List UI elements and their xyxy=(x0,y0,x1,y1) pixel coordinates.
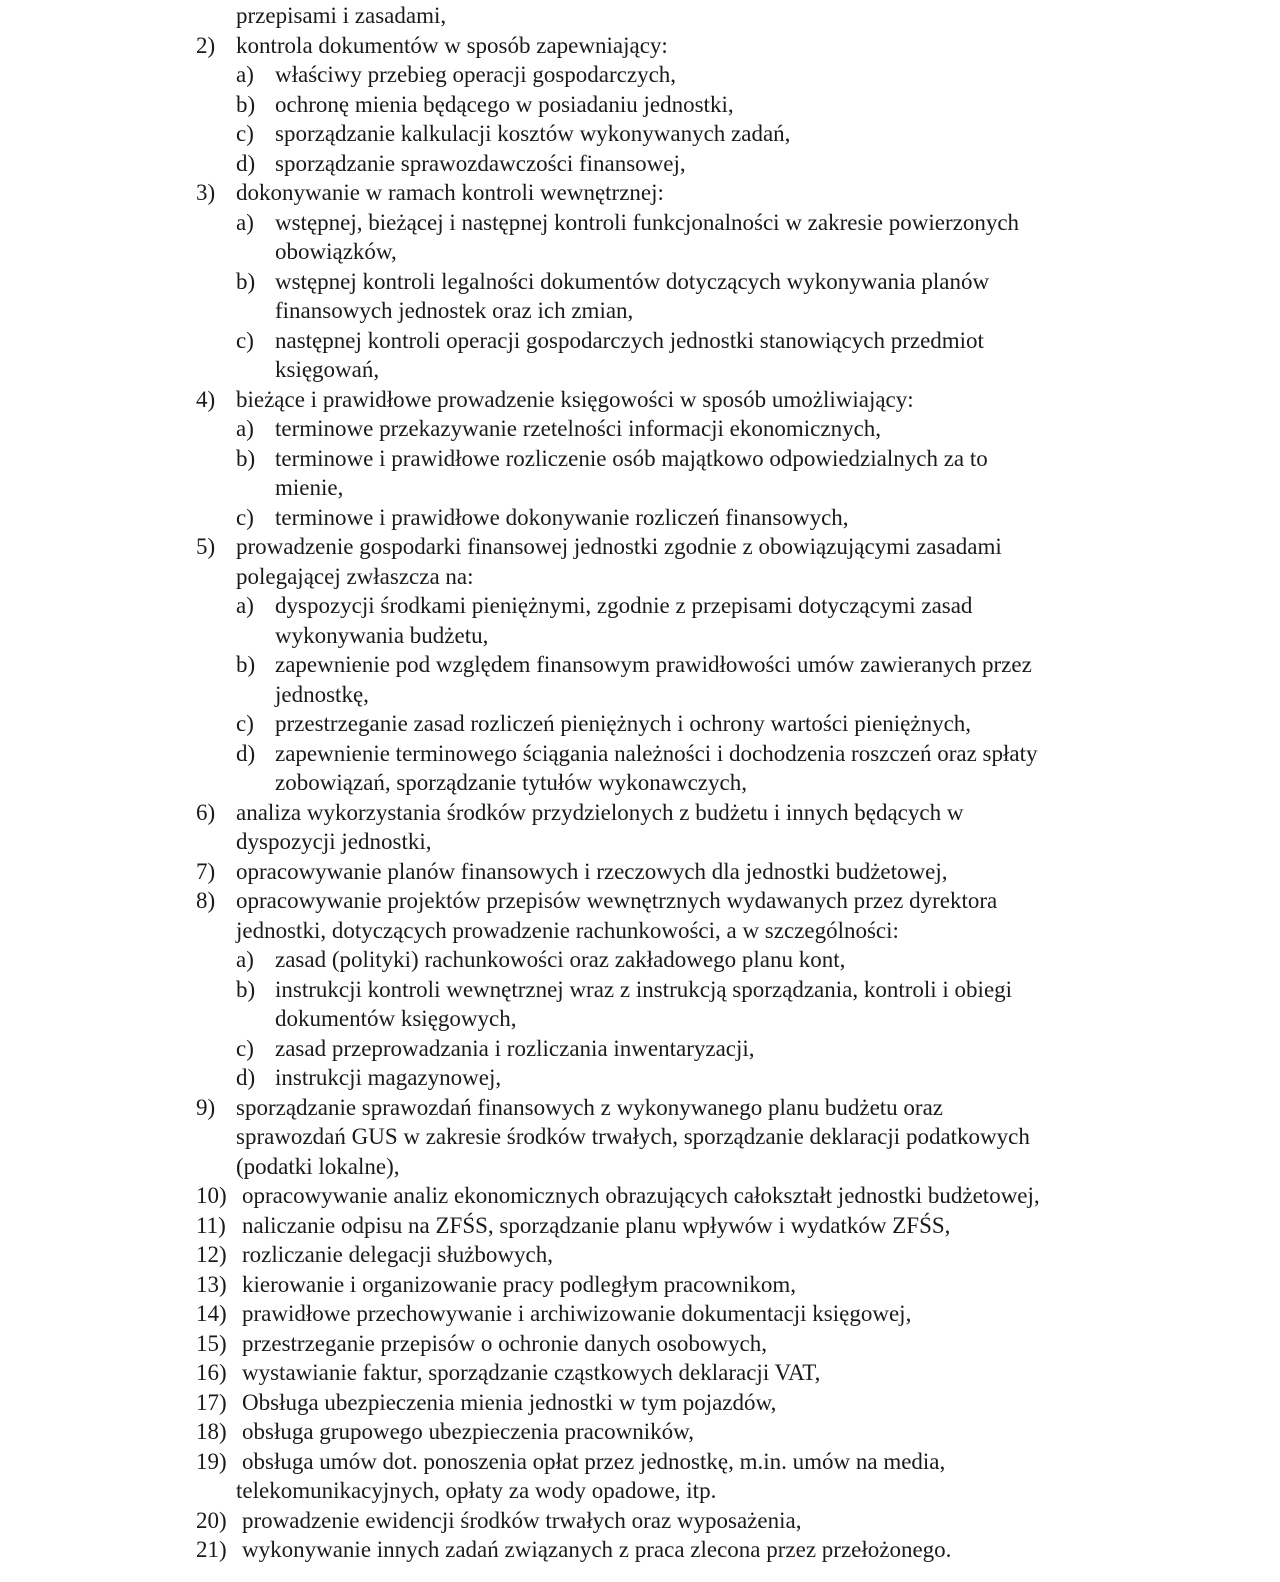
line-text: sporządzanie sprawozdań finansowych z wykonywanego planu budżetu oraz xyxy=(236,1094,943,1120)
list-marker: 14) xyxy=(196,1301,227,1326)
document-line xyxy=(0,1476,1280,1506)
line-text: wykonywania budżetu, xyxy=(275,622,489,648)
list-marker: c) xyxy=(236,504,254,530)
document-line xyxy=(0,650,1280,680)
line-text: zasad przeprowadzania i rozliczania inwentaryzacji, xyxy=(275,1035,755,1061)
document-line xyxy=(0,237,1280,267)
line-text: wykonywanie innych zadań związanych z praca zlecona przez przełożonego. xyxy=(242,1537,952,1562)
line-text: obsługa umów dot. ponoszenia opłat przez jednostkę, m.in. umów na media, xyxy=(242,1448,946,1474)
document-line xyxy=(0,1211,1280,1241)
line-text: sprawozdań GUS w zakresie środków trwałych, sporządzanie deklaracji podatkowych xyxy=(236,1124,1030,1149)
list-marker: b) xyxy=(236,91,256,117)
list-marker: a) xyxy=(236,593,254,618)
list-marker: 15) xyxy=(196,1330,227,1356)
document-line xyxy=(0,1152,1280,1182)
document-line xyxy=(0,1004,1280,1034)
list-marker: 3) xyxy=(196,180,216,205)
list-marker: 17) xyxy=(196,1389,227,1415)
line-text: sporządzanie kalkulacji kosztów wykonywanych zadań, xyxy=(275,121,791,146)
line-text: dyspozycji środkami pieniężnymi, zgodnie z przepisami dotyczącymi zasad xyxy=(275,593,973,618)
list-marker: 7) xyxy=(196,858,216,884)
line-text: obowiązków, xyxy=(275,239,397,264)
document-line xyxy=(0,90,1280,120)
list-marker: 20) xyxy=(196,1507,227,1533)
list-marker: 6) xyxy=(196,799,216,825)
document-line xyxy=(0,857,1280,887)
document-line xyxy=(0,886,1280,916)
list-marker: 4) xyxy=(196,386,216,412)
document-line xyxy=(0,1447,1280,1477)
list-marker: 21) xyxy=(196,1537,227,1562)
line-text: dokonywanie w ramach kontroli wewnętrznej: xyxy=(236,180,664,205)
list-marker: 12) xyxy=(196,1242,227,1267)
line-text: księgowań, xyxy=(275,357,380,382)
line-text: instrukcji kontroli wewnętrznej wraz z instrukcją sporządzania, kontroli i obiegi xyxy=(275,976,1013,1002)
line-text: przestrzeganie przepisów o ochronie danych osobowych, xyxy=(242,1330,767,1356)
document-line xyxy=(0,562,1280,592)
document-line xyxy=(0,1358,1280,1388)
list-marker: a) xyxy=(236,209,254,235)
list-marker: b) xyxy=(236,976,256,1002)
line-text: sporządzanie sprawozdawczości finansowej, xyxy=(275,150,686,176)
document-line xyxy=(0,296,1280,326)
line-text: obsługa grupowego ubezpieczenia pracowników, xyxy=(242,1419,694,1444)
document-line xyxy=(0,208,1280,238)
document-line xyxy=(0,31,1280,61)
document-line xyxy=(0,1034,1280,1064)
document-line xyxy=(0,1329,1280,1359)
line-text: opracowywanie analiz ekonomicznych obrazujących całokształt jednostki budżetowej, xyxy=(242,1183,1040,1208)
document-line xyxy=(0,385,1280,415)
document-line xyxy=(0,827,1280,857)
document-line xyxy=(0,1506,1280,1536)
line-text: właściwy przebieg operacji gospodarczych, xyxy=(275,62,677,87)
list-marker: 2) xyxy=(196,32,216,58)
line-text: opracowywanie planów finansowych i rzeczowych dla jednostki budżetowej, xyxy=(236,858,948,884)
list-marker: 8) xyxy=(196,888,216,913)
document-line xyxy=(0,621,1280,651)
document-line xyxy=(0,680,1280,710)
document-line xyxy=(0,1240,1280,1270)
document-line xyxy=(0,355,1280,385)
document-line xyxy=(0,119,1280,149)
document-line xyxy=(0,326,1280,356)
document-line xyxy=(0,414,1280,444)
line-text: naliczanie odpisu na ZFŚS, sporządzanie planu wpływów i wydatków ZFŚS, xyxy=(242,1212,951,1238)
list-marker: c) xyxy=(236,121,254,146)
list-marker: b) xyxy=(236,652,256,677)
line-text: zobowiązań, sporządzanie tytułów wykonawczych, xyxy=(275,770,747,795)
line-text: wstępnej, bieżącej i następnej kontroli funkcjonalności w zakresie powierzonych xyxy=(275,209,1020,235)
list-marker: b) xyxy=(236,268,256,294)
list-marker: d) xyxy=(236,740,256,766)
line-text: następnej kontroli operacji gospodarczych jednostki stanowiących przedmiot xyxy=(275,327,984,353)
document-line xyxy=(0,1270,1280,1300)
line-text: kierowanie i organizowanie pracy podległym pracownikom, xyxy=(242,1271,796,1297)
list-marker: 5) xyxy=(196,534,216,559)
document-line xyxy=(0,768,1280,798)
line-text: jednostkę, xyxy=(275,681,369,707)
line-text: analiza wykorzystania środków przydzielonych z budżetu i innych będących w xyxy=(236,799,964,825)
line-text: (podatki lokalne), xyxy=(236,1153,400,1179)
document-line xyxy=(0,1063,1280,1093)
document-line xyxy=(0,739,1280,769)
list-marker: 9) xyxy=(196,1094,216,1120)
line-text: zapewnienie pod względem finansowym prawidłowości umów zawieranych przez xyxy=(275,652,1032,677)
document-line xyxy=(0,591,1280,621)
line-text: prowadzenie ewidencji środków trwałych oraz wyposażenia, xyxy=(242,1507,802,1533)
list-marker: 18) xyxy=(196,1419,227,1444)
document-line xyxy=(0,1388,1280,1418)
line-text: mienie, xyxy=(275,475,344,500)
line-text: finansowych jednostek oraz ich zmian, xyxy=(275,298,634,323)
list-marker: a) xyxy=(236,947,254,972)
line-text: instrukcji magazynowej, xyxy=(275,1065,502,1090)
document-line xyxy=(0,267,1280,297)
line-text: jednostki, dotyczących prowadzenie rachunkowości, a w szczególności: xyxy=(236,917,899,943)
line-text: dokumentów księgowych, xyxy=(275,1006,517,1031)
line-text: terminowe i prawidłowe dokonywanie rozliczeń finansowych, xyxy=(275,504,849,530)
line-text: prawidłowe przechowywanie i archiwizowanie dokumentacji księgowej, xyxy=(242,1301,912,1326)
list-marker: a) xyxy=(236,416,254,441)
list-marker: 16) xyxy=(196,1360,227,1385)
line-text: kontrola dokumentów w sposób zapewniający: xyxy=(236,32,668,58)
document-line xyxy=(0,1417,1280,1447)
line-text: opracowywanie projektów przepisów wewnętrznych wydawanych przez dyrektora xyxy=(236,888,998,913)
list-marker: 13) xyxy=(196,1271,227,1297)
line-text: polegającej zwłaszcza na: xyxy=(236,563,474,589)
document-line xyxy=(0,916,1280,946)
list-marker: 11) xyxy=(196,1212,226,1238)
line-text: wstępnej kontroli legalności dokumentów dotyczących wykonywania planów xyxy=(275,268,990,294)
document-line xyxy=(0,1181,1280,1211)
document-line xyxy=(0,178,1280,208)
line-text: bieżące i prawidłowe prowadzenie księgowości w sposób umożliwiający: xyxy=(236,386,914,412)
line-text: ochronę mienia będącego w posiadaniu jednostki, xyxy=(275,91,734,117)
document-line xyxy=(0,473,1280,503)
list-marker: 10) xyxy=(196,1183,227,1208)
line-text: terminowe przekazywanie rzetelności informacji ekonomicznych, xyxy=(275,416,882,441)
document-line xyxy=(0,709,1280,739)
list-marker: c) xyxy=(236,711,254,736)
line-text: dyspozycji jednostki, xyxy=(236,829,432,854)
document-line xyxy=(0,798,1280,828)
document-line xyxy=(0,1,1280,31)
list-marker: a) xyxy=(236,62,254,87)
line-text: telekomunikacyjnych, opłaty za wody opadowe, itp. xyxy=(236,1478,717,1503)
document-page xyxy=(0,1,1280,1565)
line-text: Obsługa ubezpieczenia mienia jednostki w tym pojazdów, xyxy=(242,1389,777,1415)
document-line xyxy=(0,1299,1280,1329)
document-line xyxy=(0,503,1280,533)
line-text: prowadzenie gospodarki finansowej jednostki zgodnie z obowiązującymi zasadami xyxy=(236,534,1002,559)
list-marker: b) xyxy=(236,445,256,471)
list-marker: 19) xyxy=(196,1448,227,1474)
line-text: przepisami i zasadami, xyxy=(236,3,447,28)
list-marker: c) xyxy=(236,327,254,353)
list-marker: c) xyxy=(236,1035,254,1061)
line-text: terminowe i prawidłowe rozliczenie osób majątkowo odpowiedzialnych za to xyxy=(275,445,988,471)
document-line xyxy=(0,945,1280,975)
line-text: rozliczanie delegacji służbowych, xyxy=(242,1242,553,1267)
line-text: wystawianie faktur, sporządzanie cząstkowych deklaracji VAT, xyxy=(242,1360,821,1385)
line-text: przestrzeganie zasad rozliczeń pieniężnych i ochrony wartości pieniężnych, xyxy=(275,711,972,736)
line-text: zasad (polityki) rachunkowości oraz zakładowego planu kont, xyxy=(275,947,846,972)
document-line xyxy=(0,149,1280,179)
list-marker: d) xyxy=(236,1065,256,1090)
document-line xyxy=(0,1535,1280,1565)
list-marker: d) xyxy=(236,150,256,176)
document-line xyxy=(0,975,1280,1005)
line-text: zapewnienie terminowego ściągania należności i dochodzenia roszczeń oraz spłaty xyxy=(275,740,1038,766)
document-line xyxy=(0,60,1280,90)
document-line xyxy=(0,444,1280,474)
document-line xyxy=(0,1122,1280,1152)
document-line xyxy=(0,532,1280,562)
document-line xyxy=(0,1093,1280,1123)
